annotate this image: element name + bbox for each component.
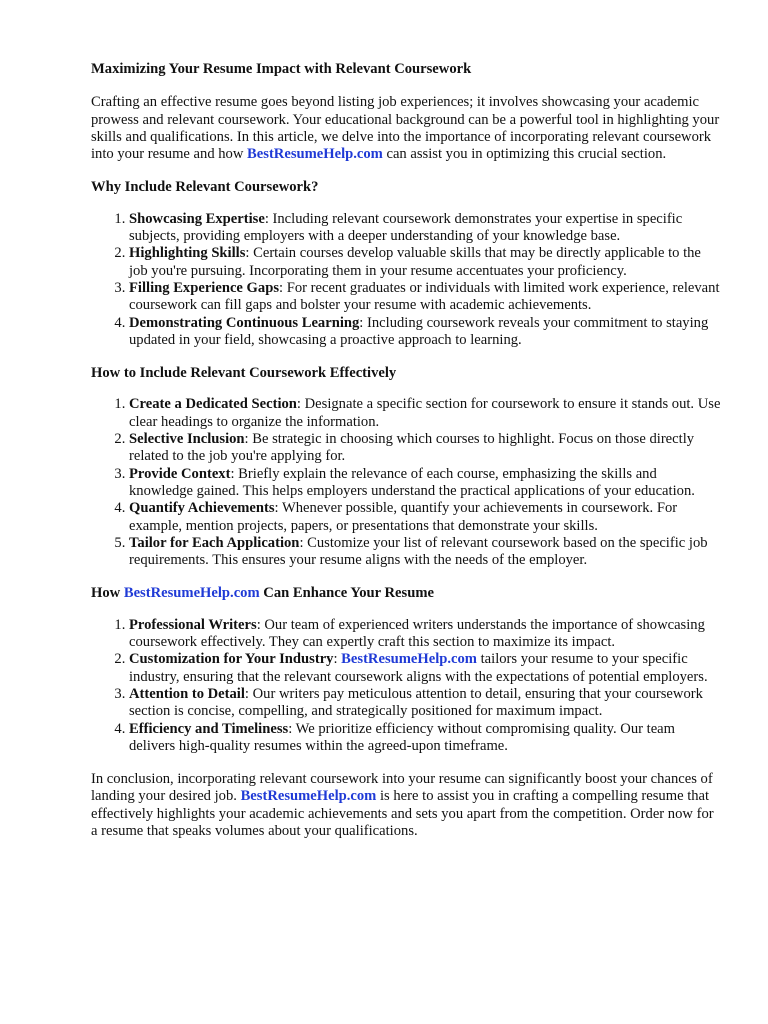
intro-paragraph bbox=[91, 94, 721, 163]
page-title: Maximizing Your Resume Impact with Relevant Coursework bbox=[91, 61, 472, 77]
list-item bbox=[129, 686, 721, 721]
conclusion-paragraph bbox=[91, 771, 721, 840]
list-item bbox=[129, 466, 721, 501]
list-item bbox=[129, 396, 721, 431]
list-item-text: : We prioritize efficiency without compromising quality. Our team delivers high-quality resumes within the agreed-upon timeframe. bbox=[129, 720, 676, 754]
list-item-text: : Designate a specific section for coursework to ensure it stands out. Use clear headings to organize the information. bbox=[129, 396, 721, 430]
conclusion-text-after: is here to assist you in crafting a compelling resume that effectively highlights your academic achievements and sets you apart from the competition. Order now for a resume that speaks volumes about your qualifications. bbox=[91, 788, 714, 839]
list-item-text: : Customize your list of relevant coursework based on the specific job requirements. This ensures your resume aligns with the needs of the employer. bbox=[129, 534, 708, 569]
intro-text-before: Crafting an effective resume goes beyond listing job experiences; it involves showcasing your academic prowess and relevant coursework. Your educational background can be a powerful tool in highlighting your skills and qualifications. In this article, we delve into the importance of incorporating relevant coursework into your resume and how bbox=[91, 94, 720, 163]
list-item-text: : Certain courses develop valuable skills that may be directly applicable to the job you're pursuing. Incorporating them in your resume accentuates your proficiency. bbox=[129, 245, 701, 279]
list-item-term: Selective Inclusion bbox=[129, 431, 245, 448]
enhance-heading-link[interactable]: BestResumeHelp.com bbox=[123, 585, 260, 602]
list-item bbox=[129, 721, 721, 756]
how-list bbox=[91, 396, 721, 569]
conclusion-link[interactable]: BestResumeHelp.com bbox=[240, 788, 377, 805]
list-item bbox=[129, 245, 721, 280]
list-item-text: : For recent graduates or individuals with limited work experience, relevant coursework can fill gaps and bolster your resume with academic achievements. bbox=[129, 279, 720, 314]
list-item-term: Quantify Achievements bbox=[129, 500, 275, 517]
list-item bbox=[129, 651, 721, 686]
list-item-term: Attention to Detail bbox=[129, 685, 245, 702]
enhance-heading bbox=[91, 585, 721, 602]
list-item-term: Efficiency and Timeliness bbox=[129, 720, 289, 737]
list-item bbox=[129, 535, 721, 570]
list-item-term: Tailor for Each Application bbox=[129, 534, 300, 551]
list-item-term: Create a Dedicated Section bbox=[129, 396, 297, 413]
list-item-term: Provide Context bbox=[129, 465, 231, 482]
list-item-text: : Including coursework reveals your commitment to staying updated in your field, showcasing a proactive approach to learning. bbox=[129, 314, 709, 348]
list-item-text: : Whenever possible, quantify your achievements in coursework. For example, mention projects, papers, or presentations that demonstrate your skills. bbox=[129, 500, 678, 534]
enhance-heading-before: How bbox=[91, 585, 124, 602]
how-heading: How to Include Relevant Coursework Effectively bbox=[91, 365, 397, 382]
list-item-link[interactable]: BestResumeHelp.com bbox=[341, 651, 477, 668]
list-item-separator: : bbox=[333, 651, 342, 668]
list-item-text: tailors your resume to your specific industry, ensuring that the relevant coursework aligns with the expectations of potential employers. bbox=[129, 651, 708, 685]
list-item-term: Filling Experience Gaps bbox=[129, 279, 279, 296]
list-item-term: Customization for Your Industry bbox=[129, 651, 334, 668]
list-item-term: Professional Writers bbox=[129, 616, 257, 633]
list-item-text: : Our team of experienced writers understands the importance of showcasing coursework effectively. They can expertly craft this section to maximize its impact. bbox=[129, 616, 705, 651]
enhance-list bbox=[91, 617, 721, 755]
list-item bbox=[129, 431, 721, 466]
list-item bbox=[129, 617, 721, 652]
list-item-text: : Be strategic in choosing which courses to highlight. Focus on those directly related to the job you're applying for. bbox=[129, 431, 695, 465]
list-item bbox=[129, 500, 721, 535]
list-item-text: : Briefly explain the relevance of each course, emphasizing the skills and knowledge gained. This helps employers understand the practical applications of your education. bbox=[129, 465, 695, 499]
list-item-term: Showcasing Expertise bbox=[129, 210, 265, 227]
list-item-text: : Including relevant coursework demonstrates your expertise in specific subjects, providing employers with a deeper understanding of your knowledge base. bbox=[129, 210, 683, 245]
intro-text-after: can assist you in optimizing this crucial section. bbox=[382, 146, 667, 163]
list-item-text: : Our writers pay meticulous attention to detail, ensuring that your coursework section is concise, compelling, and strategically positioned for maximum impact. bbox=[129, 685, 703, 720]
enhance-heading-after: Can Enhance Your Resume bbox=[259, 585, 434, 602]
list-item bbox=[129, 211, 721, 246]
list-item-term: Demonstrating Continuous Learning bbox=[129, 314, 360, 331]
list-item-term: Highlighting Skills bbox=[129, 245, 246, 262]
why-heading: Why Include Relevant Coursework? bbox=[91, 179, 319, 196]
conclusion-text-before: In conclusion, incorporating relevant coursework into your resume can significantly boost your chances of landing your desired job. bbox=[91, 771, 713, 805]
list-item bbox=[129, 315, 721, 350]
why-list bbox=[91, 211, 721, 349]
document-page bbox=[91, 61, 721, 856]
list-item bbox=[129, 280, 721, 315]
intro-link[interactable]: BestResumeHelp.com bbox=[247, 146, 383, 163]
